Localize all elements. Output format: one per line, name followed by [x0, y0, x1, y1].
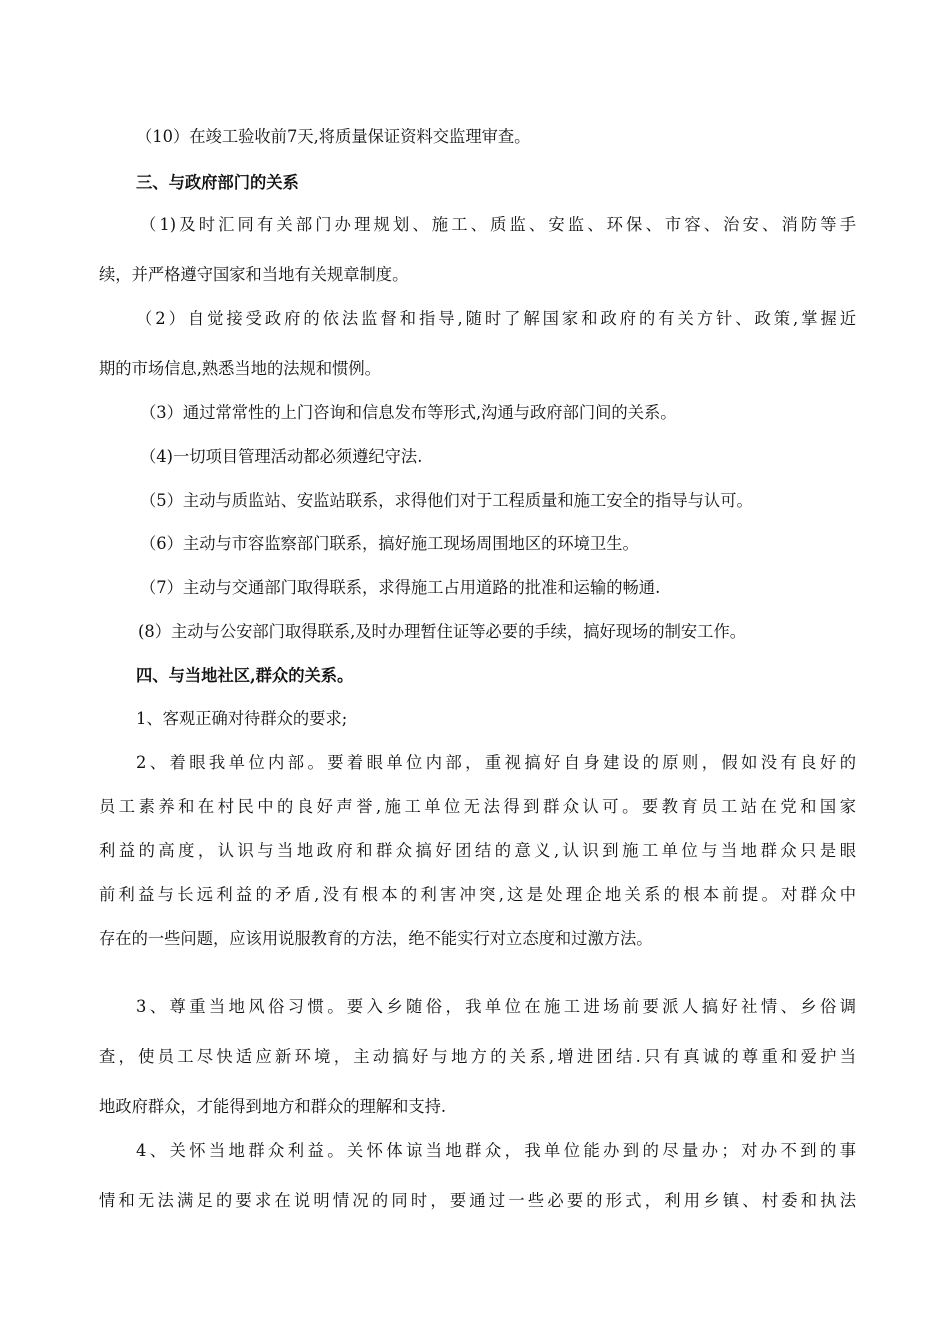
- text-line: 情和无法满足的要求在说明情况的同时，要通过一些必要的形式，利用乡镇、村委和执法: [99, 1191, 856, 1210]
- section-heading: 四、与当地社区,群众的关系。: [136, 666, 354, 685]
- text-line: 查，使员工尽快适应新环境，主动搞好与地方的关系,增进团结.只有真诚的尊重和爱护当: [99, 1047, 856, 1066]
- section-heading: 三、与政府部门的关系: [136, 173, 299, 192]
- text-line: （10）在竣工验收前7天,将质量保证资料交监理审查。: [136, 127, 531, 146]
- text-line: 员工素养和在村民中的良好声誉,施工单位无法得到群众认可。要教育员工站在党和国家: [99, 797, 856, 816]
- text-line: 利益的高度，认识与当地政府和群众搞好团结的意义,认识到施工单位与当地群众只是眼: [99, 841, 856, 860]
- text-line: (8）主动与公安部门取得联系,及时办理暂住证等必要的手续，搞好现场的制安工作。: [138, 622, 747, 641]
- text-line: （4)一切项目管理活动都必须遵纪守法.: [140, 447, 423, 466]
- text-line: （2）自觉接受政府的依法监督和指导,随时了解国家和政府的有关方针、政策,掌握近: [136, 309, 856, 328]
- text-line: 4、关怀当地群众利益。关怀体谅当地群众，我单位能办到的尽量办；对办不到的事: [136, 1141, 856, 1160]
- text-line: （6）主动与市容监察部门联系，搞好施工现场周围地区的环境卫生。: [140, 534, 639, 553]
- text-line: 地政府群众，才能得到地方和群众的理解和支持.: [99, 1097, 447, 1116]
- text-line: （5）主动与质监站、安监站联系，求得他们对于工程质量和施工安全的指导与认可。: [140, 491, 753, 510]
- text-line: 3、尊重当地风俗习惯。要入乡随俗，我单位在施工进场前要派人搞好社情、乡俗调: [136, 997, 856, 1016]
- text-line: 1、客观正确对待群众的要求;: [136, 709, 348, 728]
- text-line: （7）主动与交通部门取得联系，求得施工占用道路的批准和运输的畅通.: [140, 578, 661, 597]
- text-line: 2、着眼我单位内部。要着眼单位内部，重视搞好自身建设的原则，假如没有良好的: [136, 753, 856, 772]
- text-line: 前利益与长远利益的矛盾,没有根本的利害冲突,这是处理企地关系的根本前提。对群众中: [99, 885, 856, 904]
- text-line: （1)及时汇同有关部门办理规划、施工、质监、安监、环保、市容、治安、消防等手: [140, 215, 856, 234]
- text-line: 存在的一些问题，应该用说服教育的方法，绝不能实行对立态度和过激方法。: [99, 929, 653, 948]
- text-line: 期的市场信息,熟悉当地的法规和惯例。: [99, 359, 381, 378]
- text-line: （3）通过常常性的上门咨询和信息发布等形式,沟通与政府部门间的关系。: [140, 403, 677, 422]
- text-line: 续，并严格遵守国家和当地有关规章制度。: [99, 265, 409, 284]
